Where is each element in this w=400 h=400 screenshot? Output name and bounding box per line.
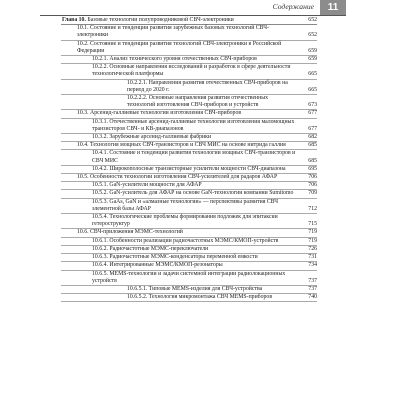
toc-entry-title [61,271,317,285]
toc-entry [61,95,317,110]
toc-entry-title [61,254,317,261]
toc-entry-title [61,182,317,189]
toc-entry-text: 10.6.3. Радиочастотные МЭМС-конденсаторы переменной емкости [92,254,258,261]
toc-entry-text: 10.2.2. Основные направления исследований и разработок в сфере деятельности технологической платформы [92,64,291,78]
toc-entry-page: 706 [308,182,317,189]
toc-entry-page: 737 [308,277,317,284]
toc-entry-text: 10.5.1. GaN-усилители мощности для АФАР [92,182,202,189]
toc-entry-title [61,286,317,293]
toc-chapter-entry [61,17,317,25]
toc-entry-text: 10.4.1. Состояние и тенденции развития технологии мощных СВЧ-транзисторов и СВЧ МИС [92,150,296,164]
toc-entry-text: 10.2.1. Анализ технического уровня отечественных СВЧ-приборов [92,56,257,63]
toc-entry-page: 652 [308,32,317,39]
toc-entry-page: 677 [308,110,317,117]
toc-entry-page: 677 [308,125,317,132]
toc-entry-page: 673 [308,102,317,109]
toc-entry-page: 682 [308,134,317,141]
toc-entry-page: 709 [308,190,317,197]
toc-entry-page: 695 [308,165,317,172]
toc-entry [61,142,317,150]
toc-entry [61,199,317,214]
toc-entry [61,41,317,56]
toc-entry-page: 652 [308,17,317,23]
toc-entry-title [61,294,317,301]
toc-entry-title [61,17,317,24]
toc-entry-text: Базовые технологии полупроводниковой СВЧ-электроники [87,17,234,23]
toc-entry [61,134,317,142]
toc-entry-text: 10.6.2. Радиочастотные МЭМС-переключатели [92,245,209,252]
toc-entry-title [61,214,317,228]
toc-entry-page: 740 [308,294,317,301]
toc-entry [61,182,317,190]
table-of-contents [61,17,317,302]
toc-entry-title [61,80,317,94]
toc-entry-text: 10.5.4. Технологические проблемы формирования подложек для эпитаксии гетероструктур [92,214,278,228]
toc-entry-page: 719 [308,229,317,236]
page-number-badge: 11 [320,0,346,15]
toc-entry-text: 10.6.1. Особенности реализации радиочастотных МЭМС/КМОП-устройств [92,237,279,244]
toc-entry-text: 10.5.3. GaAs, GaN и «алмазные технологии» — перспективы развития СВЧ элементной базы АФАР [92,198,279,212]
toc-entry-page: 706 [308,174,317,181]
toc-entry-text: 10.4. Технология мощных СВЧ-транзисторов и СВЧ МИС на основе нитрида галлия [77,142,286,149]
toc-entry-text: 10.6.5.2. Технология микромонтажа СВЧ MEMS-приборов [127,294,273,301]
toc-entry-page: 734 [308,262,317,269]
toc-entry-page: 665 [308,71,317,78]
running-header [40,0,346,16]
toc-entry [61,25,317,40]
toc-entry [61,229,317,237]
toc-entry-page: 712 [308,205,317,212]
toc-entry-page: 726 [308,245,317,252]
toc-entry [61,190,317,198]
toc-entry-page: 719 [308,237,317,244]
toc-entry-title [61,199,317,213]
toc-entry-page: 665 [308,86,317,93]
toc-entry-title [61,190,317,197]
toc-entry [61,110,317,118]
toc-entry-text: 10.2. Состояние и тенденции развития технологий СВЧ-электроники в Российской Федерации [77,40,282,54]
toc-entry-text: 10.6. СВЧ-приложения МЭМС-технологий [77,229,183,236]
toc-entry [61,56,317,64]
toc-entry-text: 10.6.5. MEMS-технологии и задачи системной интеграции радиолокационных устройств [92,270,286,284]
toc-entry-text: 10.5. Особенности технологии изготовления СВЧ-усилителей для радаров АФАР [77,174,278,181]
toc-entry-text: 10.4.2. Широкополосные транзисторные усилители мощности СВЧ-диапазона [92,165,286,172]
toc-entry-title [61,25,317,39]
toc-entry [61,271,317,286]
toc-entry-text: 10.2.2.2. Основные направления развития отечественных технологий изготовления СВЧ-приборов и устройств [127,95,269,109]
toc-entry-title [61,41,317,55]
toc-entry-title [61,229,317,236]
toc-entry-page: 685 [308,142,317,149]
toc-entry-title [61,246,317,253]
toc-entry-page: 731 [308,254,317,261]
toc-entry-title [61,262,317,269]
toc-entry [61,150,317,165]
toc-entry-page: 737 [308,285,317,292]
toc-entry-text: 10.6.5.1. Типовые MEMS-изделия для СВЧ-устройства [127,285,263,292]
toc-entry-text: 10.3.1. Отечественные арсенид-галлиевые технологии изготовления маломощных транзисторов СВЧ- и КВ-диапазонов [92,118,295,132]
toc-entry-title [61,150,317,164]
toc-entry-text: 10.3. Арсенид-галлиевые технологии изготовления СВЧ-приборов [77,110,242,117]
toc-entry [61,166,317,174]
toc-entry [61,238,317,246]
toc-entry [61,64,317,79]
toc-entry-page: 715 [308,221,317,228]
toc-entry [61,286,317,294]
toc-entry-title [61,95,317,109]
toc-entry-title [61,110,317,117]
toc-entry-text: 10.1. Состояние и тенденции развития зарубежных базовых технологий СВЧ-электроники [77,25,269,39]
toc-entry [61,294,317,302]
chapter-label: Глава 10. [62,17,86,23]
toc-entry-text: 10.6.4. Интегрированные МЭМС/КМОП-резонаторы [92,262,223,269]
toc-entry [61,246,317,254]
toc-entry-title [61,64,317,78]
toc-entry-text: 10.3.2. Зарубежные арсенид-галлиевые фабрики [92,134,212,141]
toc-entry-title [61,238,317,245]
toc-entry-page: 659 [308,56,317,63]
toc-entry-title [61,166,317,173]
toc-entry-title [61,119,317,133]
toc-entry-page: 685 [308,157,317,164]
header-title: Содержание [272,2,314,11]
toc-entry-title [61,142,317,149]
toc-entry-text: 10.5.2. GaN-усилитель для АФАР на основе GaN-технологии компании Sumitomo [92,190,294,197]
toc-entry [61,254,317,262]
toc-entry-title [61,134,317,141]
toc-entry [61,119,317,134]
toc-entry-page: 659 [308,47,317,54]
toc-entry-title [61,56,317,63]
toc-entry [61,80,317,95]
toc-entry-text: 10.2.2.1. Направления развития отечественных СВЧ-приборов на период до 2020 г. [127,79,288,93]
toc-entry-title [61,174,317,181]
toc-entry [61,174,317,182]
toc-entry [61,262,317,270]
toc-entry [61,214,317,229]
